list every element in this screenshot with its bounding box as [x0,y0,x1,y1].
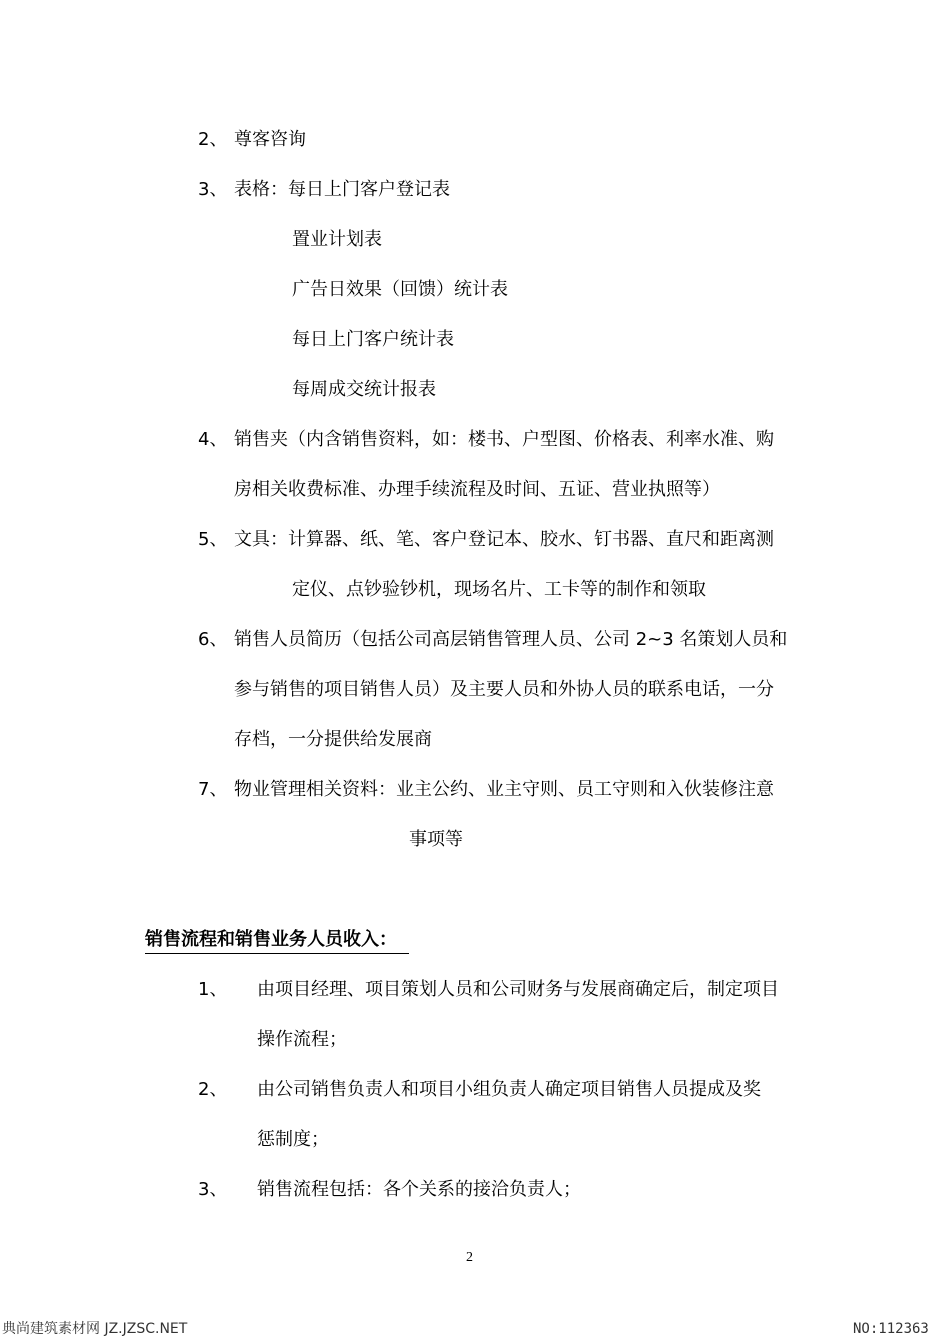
item-number: 6、 [198,629,228,650]
item-text: 尊客咨询 [234,129,306,150]
item-text: 广告日效果（回馈）统计表 [292,279,508,300]
section-item-text: 惩制度； [257,1129,329,1150]
item-text: 每周成交统计报表 [292,379,436,400]
page-number: 2 [466,1250,473,1265]
section-item-text: 由公司销售负责人和项目小组负责人确定项目销售人员提成及奖 [257,1079,761,1100]
section-item-text: 操作流程； [257,1029,347,1050]
section-item-number: 1、 [198,979,228,1000]
item-text: 参与销售的项目销售人员）及主要人员和外协人员的联系电话，一分 [234,679,774,700]
item-text: 文具：计算器、纸、笔、客户登记本、胶水、钉书器、直尺和距离测 [234,529,774,550]
section-item-text: 由项目经理、项目策划人员和公司财务与发展商确定后，制定项目 [257,979,779,1000]
item-number: 5、 [198,529,228,550]
item-text: 每日上门客户统计表 [292,329,454,350]
item-number: 7、 [198,779,228,800]
section-item-number: 2、 [198,1079,228,1100]
footer-document-number: NO:112363 [853,1321,929,1337]
footer-watermark: 典尚建筑素材网 JZ.JZSC.NET [2,1321,188,1337]
item-text: 销售人员简历（包括公司高层销售管理人员、公司 2~3 名策划人员和 [234,629,788,650]
item-text: 物业管理相关资料：业主公约、业主守则、员工守则和入伙装修注意 [234,779,774,800]
section-heading: 销售流程和销售业务人员收入： [145,928,409,954]
item-text: 存档，一分提供给发展商 [234,729,432,750]
item-number: 4、 [198,429,228,450]
item-text: 定仪、点钞验钞机，现场名片、工卡等的制作和领取 [292,579,706,600]
item-number: 2、 [198,129,228,150]
item-text: 销售夹（内含销售资料，如：楼书、户型图、价格表、利率水准、购 [234,429,774,450]
item-text: 事项等 [409,829,463,850]
item-text: 房相关收费标准、办理手续流程及时间、五证、营业执照等） [234,479,720,500]
section-item-text: 销售流程包括：各个关系的接洽负责人； [257,1179,581,1200]
item-text: 置业计划表 [292,229,382,250]
section-item-number: 3、 [198,1179,228,1200]
item-text: 表格：每日上门客户登记表 [234,179,450,200]
item-number: 3、 [198,179,228,200]
